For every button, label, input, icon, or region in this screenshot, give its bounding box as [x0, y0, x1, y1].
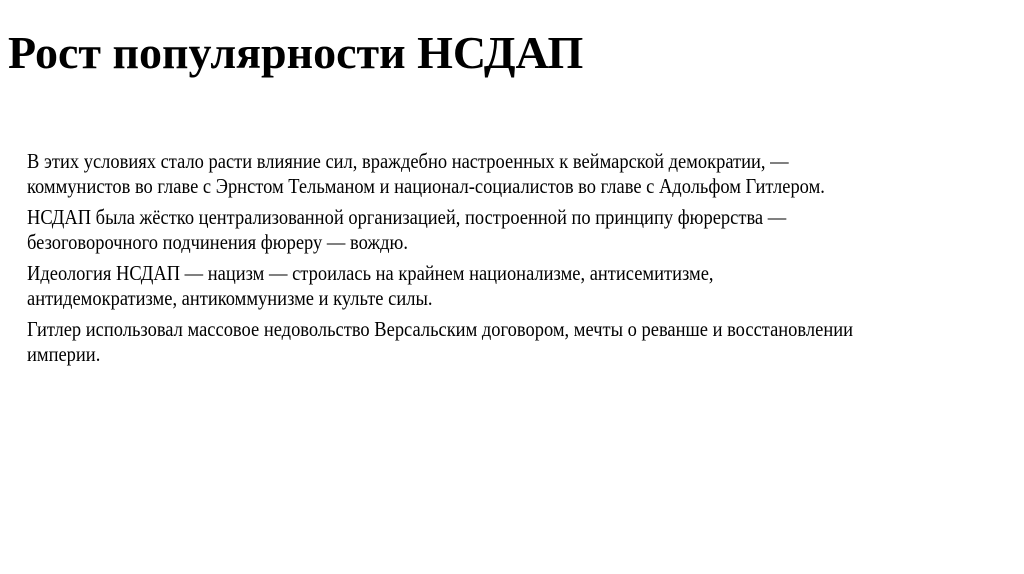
paragraph	[27, 205, 1017, 255]
paragraph	[27, 261, 1017, 311]
slide-title: Рост популярности НСДАП	[8, 27, 584, 78]
paragraph-line: Идеология НСДАП — нацизм — строилась на крайнем национализме, антисемитизме,	[27, 261, 714, 285]
paragraph	[27, 317, 1017, 367]
slide-body	[27, 149, 1017, 373]
paragraph	[27, 149, 1017, 199]
paragraph-line: Гитлер использовал массовое недовольство Версальским договором, мечты о реванше и восстановлении	[27, 317, 853, 341]
paragraph-line: антидемократизме, антикоммунизме и культе силы.	[27, 286, 433, 310]
paragraph-line: империи.	[27, 342, 101, 366]
paragraph-line: коммунистов во главе с Эрнстом Тельманом и национал-социалистов во главе с Адольфом Гитлером.	[27, 174, 825, 198]
paragraph-line: НСДАП была жёстко централизованной организацией, построенной по принципу фюрерства —	[27, 205, 787, 229]
paragraph-line: безоговорочного подчинения фюреру — вождю.	[27, 230, 408, 254]
paragraph-line: В этих условиях стало расти влияние сил, враждебно настроенных к веймарской демократии, —	[27, 149, 789, 173]
